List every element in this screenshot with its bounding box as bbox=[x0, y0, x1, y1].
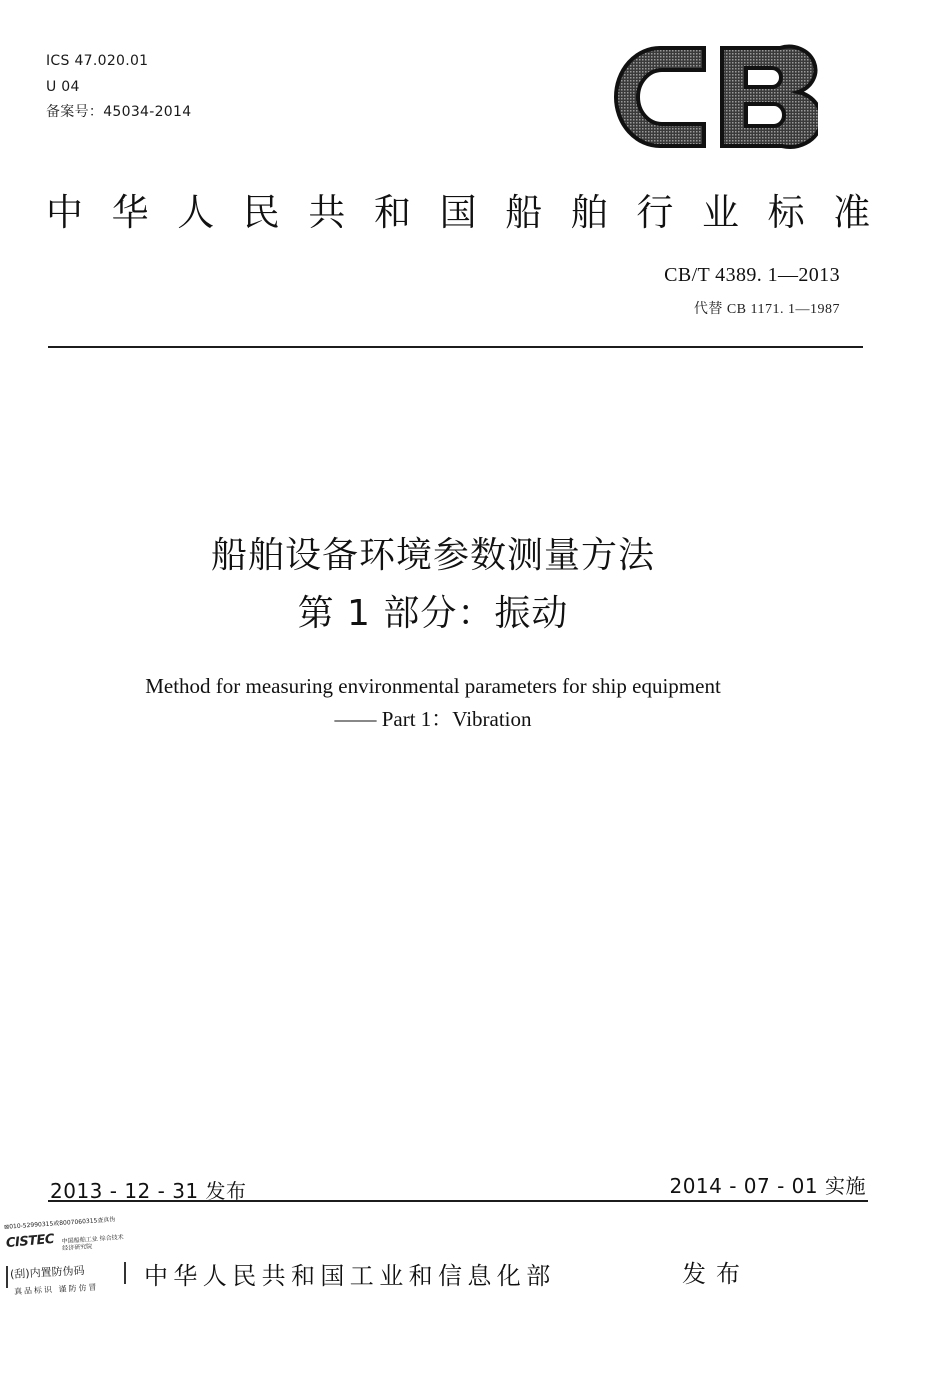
standard-category-banner: 中华人民共和国船舶行业标准 bbox=[46, 191, 899, 234]
anti-counterfeit-stamp bbox=[2, 1214, 130, 1310]
title-en-line2: —— Part 1：Vibration bbox=[334, 707, 532, 731]
title-zh-line1: 船舶设备环境参数测量方法 bbox=[210, 535, 655, 576]
standard-number: CB/T 4389. 1—2013 bbox=[664, 264, 840, 286]
cb-logo bbox=[612, 44, 818, 150]
record-number: 备案号：45034-2014 bbox=[46, 104, 192, 120]
stamp-bracket-right bbox=[124, 1262, 126, 1284]
stamp-hotline: ⊠010-52990315或8007060315查真伪 bbox=[3, 1216, 116, 1231]
stamp-brand: CISTEC bbox=[5, 1231, 55, 1252]
footer-divider bbox=[48, 1200, 868, 1202]
ccs-code: U 04 bbox=[46, 79, 80, 95]
title-en-line1: Method for measuring environmental parameters for ship equipment bbox=[145, 674, 721, 698]
publish-label: 发布 bbox=[682, 1260, 750, 1288]
stamp-bracket-left bbox=[6, 1266, 8, 1288]
issuing-authority: 中华人民共和国工业和信息化部 bbox=[144, 1262, 556, 1290]
title-zh-line2: 第 1 部分：振动 bbox=[297, 593, 569, 634]
stamp-authentic-mark: 真品标识 谨防仿冒 bbox=[13, 1282, 99, 1297]
logo-b-shape bbox=[722, 47, 818, 147]
replaced-standard: 代替 CB 1171. 1—1987 bbox=[693, 302, 840, 317]
header-divider bbox=[48, 346, 863, 348]
ics-code: ICS 47.020.01 bbox=[46, 53, 149, 69]
logo-c-shape bbox=[616, 48, 704, 146]
stamp-scratch-code: (刮)内置防伪码 bbox=[9, 1264, 85, 1281]
issue-date: 2013 - 12 - 31 发布 bbox=[50, 1179, 247, 1203]
stamp-organization: 中国船舶工业 综合技术经济研究院 bbox=[61, 1233, 124, 1253]
implementation-date: 2014 - 07 - 01 实施 bbox=[669, 1174, 866, 1198]
